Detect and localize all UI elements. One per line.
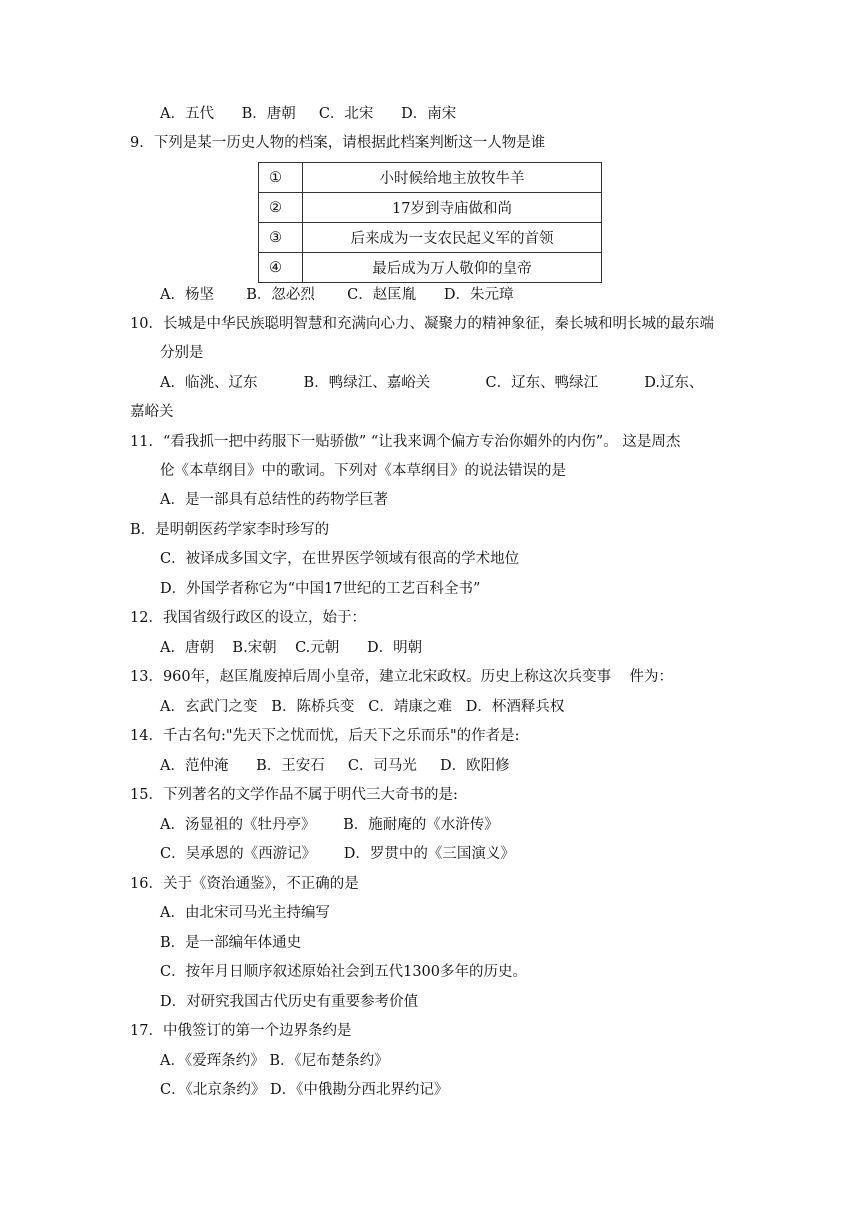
q16-stem: 16．关于《资治通鉴》，不正确的是 <box>130 876 359 892</box>
q16-option-d: D．对研究我国古代历史有重要参考价值 <box>160 994 419 1010</box>
q8-options: A．五代 B．唐朝 C．北宋 D．南宋 <box>160 106 457 122</box>
q17-options-ab: A．《爱珲条约》 B．《尼布楚条约》 <box>160 1053 389 1069</box>
q10-stem-cont: 分别是 <box>160 345 204 361</box>
q11-option-c: C．被译成多国文字，在世界医学领域有很高的学术地位 <box>160 551 520 567</box>
q11-stem: 11．“看我抓一把中药服下一贴骄傲” “让我来调个偏方专治你媚外的内伤”。 这是周杰 <box>130 434 681 450</box>
row-number: ① <box>259 163 303 193</box>
q11-option-b: B．是明朝医药学家李时珍写的 <box>130 522 330 538</box>
q11-option-a: A．是一部具有总结性的药物学巨著 <box>160 492 388 508</box>
q16-option-c: C．按年月日顺序叙述原始社会到五代1300多年的历史。 <box>160 964 527 980</box>
q13-stem: 13．960年，赵匡胤废掉后周小皇帝，建立北宋政权。历史上称这次兵变事 件为： <box>130 669 674 685</box>
q10-options-cont: 嘉峪关 <box>130 404 174 420</box>
table-row <box>259 253 602 283</box>
row-number: ② <box>259 193 303 223</box>
q16-option-a: A．由北宋司马光主持编写 <box>160 905 330 921</box>
q13-options: A．玄武门之变 B．陈桥兵变 C．靖康之难 D．杯酒释兵权 <box>160 699 565 715</box>
q17-options-cd: C．《北京条约》 D．《中俄勘分西北界约记》 <box>160 1082 449 1098</box>
q12-options: A．唐朝 B.宋朝 C.元朝 D．明朝 <box>160 640 423 656</box>
q11-option-d: D．外国学者称它为“中国17世纪的工艺百科全书” <box>160 581 481 597</box>
q12-stem: 12．我国省级行政区的设立，始于： <box>130 610 366 626</box>
row-text: 17岁到寺庙做和尚 <box>303 193 602 223</box>
q9-options: A．杨坚 B．忽必烈 C．赵匡胤 D．朱元璋 <box>160 287 514 303</box>
q9-stem: 9．下列是某一历史人物的档案，请根据此档案判断这一人物是谁 <box>130 135 546 151</box>
row-text: 最后成为万人敬仰的皇帝 <box>303 253 602 283</box>
q14-options: A．范仲淹 B．王安石 C．司马光 D．欧阳修 <box>160 758 510 774</box>
table-row <box>259 223 602 253</box>
q17-stem: 17．中俄签订的第一个边界条约是 <box>130 1023 352 1039</box>
q15-stem: 15．下列著名的文学作品不属于明代三大奇书的是: <box>130 787 458 803</box>
q10-options: A．临洮、辽东 B．鸭绿江、嘉峪关 C．辽东、鸭绿江 D.辽东、 <box>160 375 704 391</box>
q10-stem: 10．长城是中华民族聪明智慧和充满向心力、凝聚力的精神象征，秦长城和明长城的最东端 <box>130 316 714 332</box>
row-text: 小时候给地主放牧牛羊 <box>303 163 602 193</box>
q11-stem-cont: 伦《本草纲目》中的歌词。下列对《本草纲目》的说法错误的是 <box>160 463 566 479</box>
row-text: 后来成为一支农民起义军的首领 <box>303 223 602 253</box>
table-row <box>259 193 602 223</box>
q15-options-cd: C．吴承恩的《西游记》 D．罗贯中的《三国演义》 <box>160 846 515 862</box>
q15-options-ab: A．汤显祖的《牡丹亭》 B．施耐庵的《水浒传》 <box>160 817 499 833</box>
row-number: ④ <box>259 253 303 283</box>
archive-table <box>258 162 602 283</box>
table-row <box>259 163 602 193</box>
row-number: ③ <box>259 223 303 253</box>
q14-stem: 14．千古名句:"先天下之忧而忧，后天下之乐而乐"的作者是: <box>130 728 520 744</box>
q16-option-b: B．是一部编年体通史 <box>160 935 302 951</box>
